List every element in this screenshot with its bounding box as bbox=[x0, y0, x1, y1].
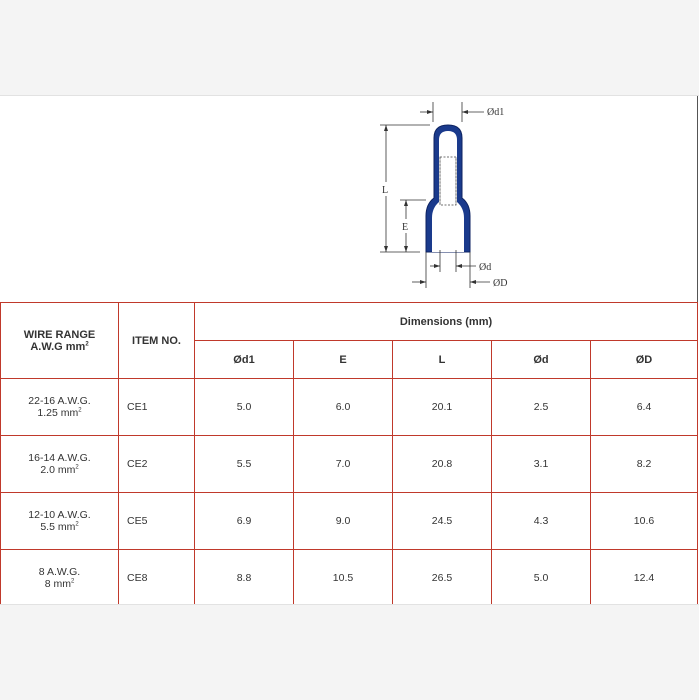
connector-diagram-svg bbox=[360, 100, 530, 295]
label-d: Ød bbox=[479, 262, 492, 273]
cell-mm: 1.25 mm bbox=[37, 407, 79, 419]
cell-mm: 8 mm bbox=[44, 577, 71, 590]
label-L: L bbox=[382, 185, 389, 196]
table-row bbox=[1, 436, 698, 493]
header-dimensions: Dimensions (mm) bbox=[195, 303, 698, 341]
cell-e: 7.0 bbox=[294, 436, 393, 493]
label-E: E bbox=[402, 222, 409, 233]
cell-awg: 8 A.W.G. bbox=[38, 565, 81, 578]
cell-mm-sup: 2 bbox=[75, 464, 79, 471]
cell-D: 10.6 bbox=[591, 493, 698, 550]
header-wire-range bbox=[1, 303, 119, 379]
cell-l: 20.8 bbox=[393, 436, 492, 493]
cell-d: 4.3 bbox=[492, 493, 591, 550]
cell-e: 6.0 bbox=[294, 379, 393, 436]
cell-l: 20.1 bbox=[393, 379, 492, 436]
cell-mm: 5.5 mm bbox=[40, 521, 76, 533]
col-header-e: E bbox=[294, 341, 393, 379]
cell-l: 24.5 bbox=[393, 493, 492, 550]
label-D: ØD bbox=[493, 278, 508, 289]
col-header-d1: Ød1 bbox=[195, 341, 294, 379]
cell-awg: 16-14 A.W.G. bbox=[28, 452, 91, 464]
cell-mm-sup: 2 bbox=[78, 407, 82, 414]
cell-d: 5.0 bbox=[492, 550, 591, 606]
wire-range-sup: 2 bbox=[85, 340, 89, 347]
cell-item: CE2 bbox=[119, 436, 195, 493]
cell-mm-sup: 2 bbox=[75, 521, 79, 528]
spec-table bbox=[0, 302, 698, 606]
table-row bbox=[1, 493, 698, 550]
cell-d1: 8.8 bbox=[195, 550, 294, 606]
header-item-no: ITEM NO. bbox=[119, 303, 195, 379]
cell-item: CE8 bbox=[119, 550, 195, 606]
wire-range-units: A.W.G mm bbox=[30, 340, 86, 353]
connector-drawing bbox=[360, 100, 530, 300]
cell-wire-range bbox=[1, 493, 119, 550]
cell-D: 8.2 bbox=[591, 436, 698, 493]
cell-d: 2.5 bbox=[492, 379, 591, 436]
cell-d1: 5.5 bbox=[195, 436, 294, 493]
cell-wire-range bbox=[1, 379, 119, 436]
cell-D: 6.4 bbox=[591, 379, 698, 436]
cell-item: CE5 bbox=[119, 493, 195, 550]
cell-e: 9.0 bbox=[294, 493, 393, 550]
bottom-margin-band bbox=[0, 604, 699, 700]
top-margin-band bbox=[0, 0, 699, 96]
table-row bbox=[1, 550, 698, 606]
cell-d: 3.1 bbox=[492, 436, 591, 493]
wire-range-title: WIRE RANGE bbox=[23, 328, 96, 341]
cell-awg: 12-10 A.W.G. bbox=[28, 509, 91, 521]
col-header-D: ØD bbox=[591, 341, 698, 379]
cell-wire-range bbox=[1, 550, 119, 606]
cell-mm-sup: 2 bbox=[70, 578, 75, 584]
label-d1: Ød1 bbox=[487, 107, 505, 118]
cell-d1: 5.0 bbox=[195, 379, 294, 436]
cell-wire-range bbox=[1, 436, 119, 493]
cell-item: CE1 bbox=[119, 379, 195, 436]
cell-awg: 22-16 A.W.G. bbox=[28, 395, 91, 407]
cell-D: 12.4 bbox=[591, 550, 698, 606]
cell-d1: 6.9 bbox=[195, 493, 294, 550]
cell-e: 10.5 bbox=[294, 550, 393, 606]
col-header-d: Ød bbox=[492, 341, 591, 379]
table-row bbox=[1, 379, 698, 436]
col-header-l: L bbox=[393, 341, 492, 379]
cell-l: 26.5 bbox=[393, 550, 492, 606]
cell-mm: 2.0 mm bbox=[40, 464, 76, 476]
